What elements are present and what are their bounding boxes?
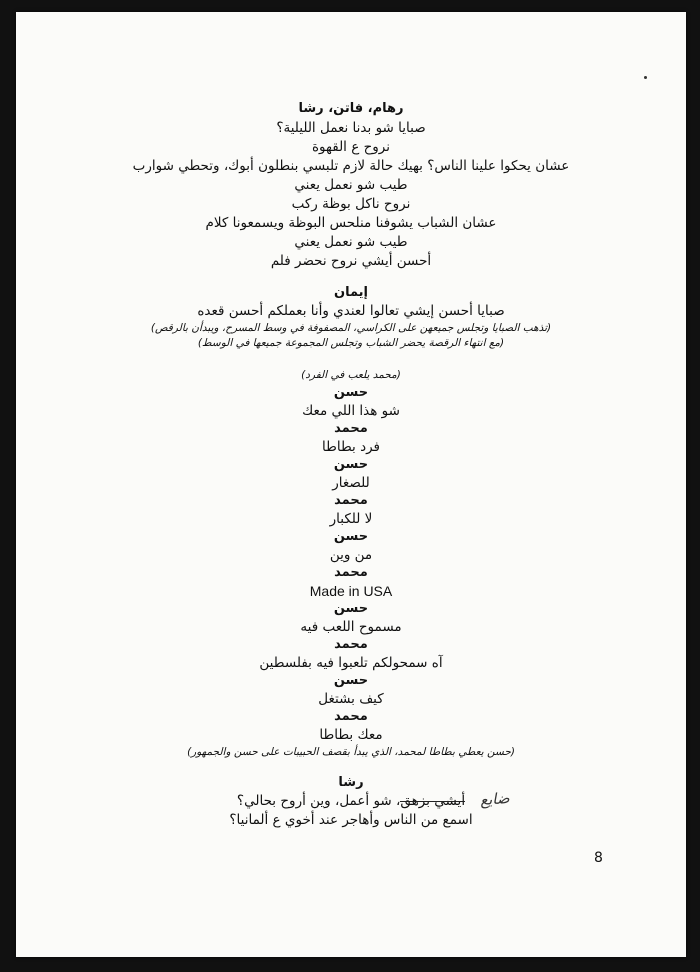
speaker-name: حسن (333, 529, 369, 544)
dialogue-line: صبايا أحسن إيشي تعالوا لعندي وأنا بعملكم أحسن قعده (197, 303, 505, 319)
speaker-heading: رشا (338, 775, 364, 790)
dialogue-line: عشان يحكوا علينا الناس؟ بهيك حالة لازم تلبسي بنطلون أبوك، وتحطي شوارب (132, 158, 570, 174)
dialogue-line: Made in USA (309, 583, 393, 599)
dialogue-line: لا للكبار (329, 511, 373, 527)
dialogue-line: نروح ع القهوة (311, 139, 391, 155)
ink-dot (644, 76, 647, 79)
speaker-heading: رهام، فاتن، رشا (298, 101, 404, 116)
speaker-name: محمد (334, 565, 368, 580)
line-continuation: ، شو أعمل، وين أروح بحالي؟ (236, 793, 401, 809)
dialogue-line: عشان الشباب يشوفنا منلحس البوظة ويسمعونا كلام (205, 215, 497, 231)
dialogue-line: للصغار (332, 475, 370, 491)
struck-text: أيشي بزهق (400, 793, 466, 809)
dialogue-line: طيب شو نعمل يعني (294, 177, 408, 193)
speaker-name: محمد (334, 709, 368, 724)
speaker-name: محمد (334, 421, 368, 436)
dialogue-line: مسموح اللعب فيه (300, 619, 402, 635)
speaker-heading: إيمان (333, 285, 369, 300)
dialogue-line: من وين (329, 547, 373, 563)
dialogue-line: صبايا شو بدنا نعمل الليلية؟ (276, 120, 426, 136)
stage-direction: (محمد يلعب في الفرد) (301, 369, 401, 381)
dialogue-line: اسمع من الناس وأهاجر عند أخوي ع ألمانيا؟ (229, 812, 473, 828)
dialogue-line: أحسن أيشي نروح نحضر فلم (270, 253, 432, 269)
script-page (16, 12, 686, 957)
stage-direction: (مع انتهاء الرقصة يحضر الشباب وتجلس المجموعة جميعها في الوسط) (197, 337, 505, 349)
dialogue-line: معك بطاطا (319, 727, 383, 743)
dialogue-line: نروح ناكل بوظة ركب (291, 196, 411, 212)
dialogue-line: كيف بشتغل (318, 691, 384, 707)
speaker-name: حسن (333, 457, 369, 472)
speaker-name: حسن (333, 601, 369, 616)
speaker-name: حسن (333, 673, 369, 688)
dialogue-line: فرد بطاطا (321, 439, 380, 455)
dialogue-line: طيب شو نعمل يعني (294, 234, 408, 250)
stage-direction: (حسن يعطي بطاطا لمحمد، الذي يبدأ بقصف الحبيبات على حسن والجمهور) (187, 746, 515, 758)
page-number: 8 (594, 850, 603, 866)
speaker-name: محمد (334, 637, 368, 652)
speaker-name: محمد (334, 493, 368, 508)
dialogue-line-edited (16, 792, 686, 810)
dialogue-line: آه سمحولكم تلعبوا فيه بفلسطين (259, 655, 443, 671)
dialogue-line: شو هذا اللي معك (302, 403, 400, 419)
handwritten-correction: ضايع (479, 788, 511, 810)
speaker-name: حسن (333, 385, 369, 400)
stage-direction: (تذهب الصبايا وتجلس جميعهن على الكراسي، المصفوفة في وسط المسرح، ويبدأن بالرقص) (150, 322, 552, 334)
